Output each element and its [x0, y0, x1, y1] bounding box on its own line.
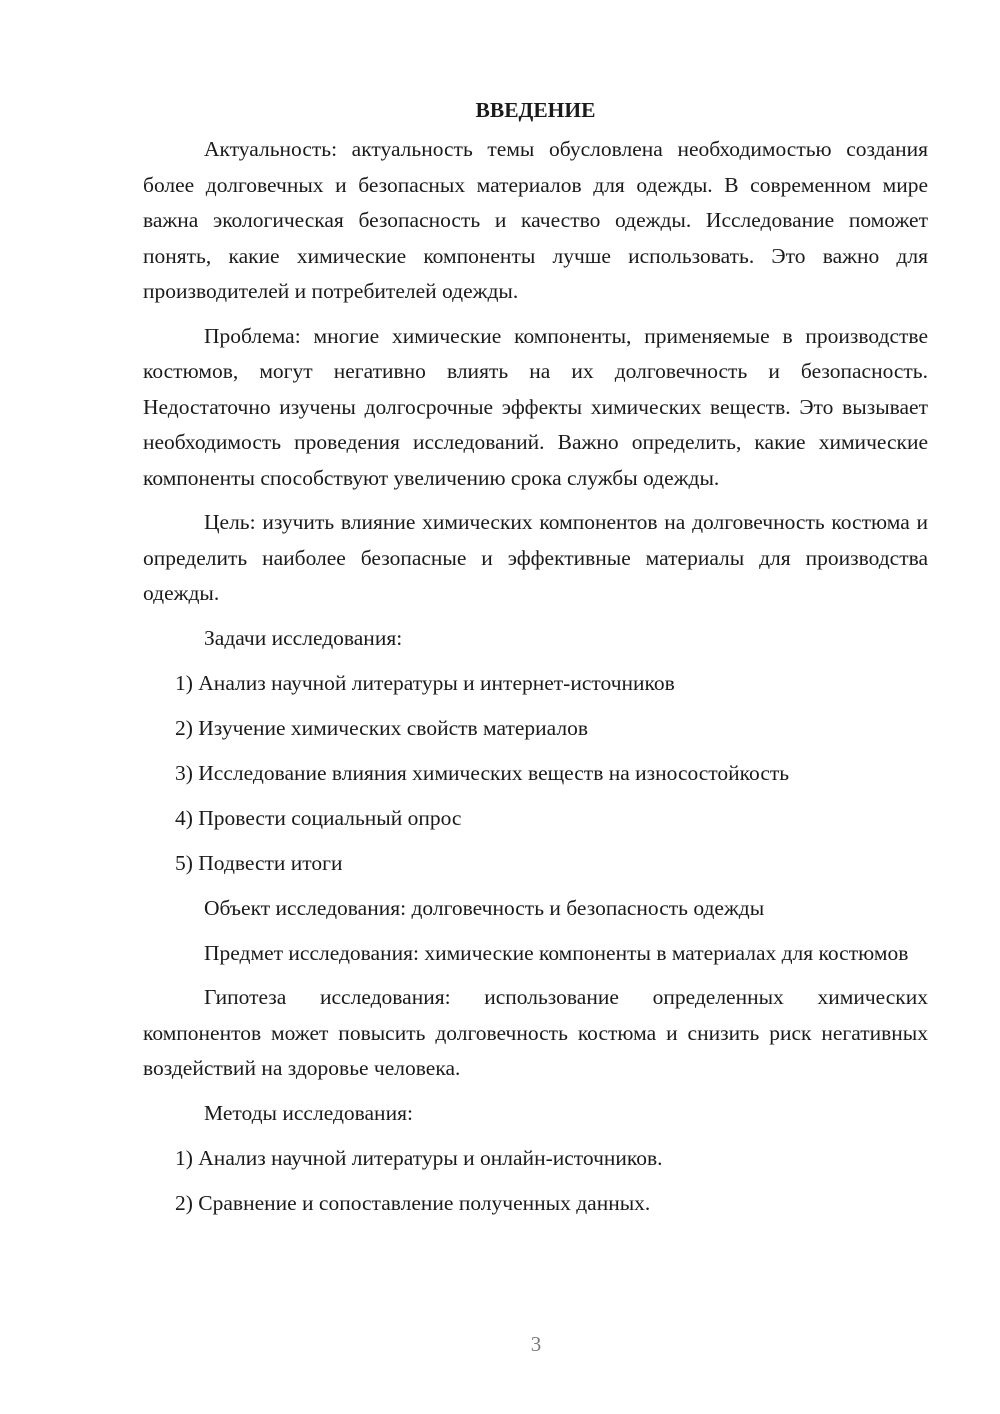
task-item: 5) Подвести итоги: [175, 850, 343, 875]
research-object: Объект исследования: долговечность и безопасность одежды: [204, 895, 765, 920]
tasks-heading: Задачи исследования:: [204, 625, 403, 650]
methods-heading: Методы исследования:: [204, 1100, 413, 1125]
section-title: ВВЕДЕНИЕ: [475, 98, 596, 122]
task-item: 3) Исследование влияния химических веществ на износостойкость: [175, 760, 790, 785]
task-item: 2) Изучение химических свойств материалов: [175, 715, 589, 740]
paragraph-goal: Цель: изучить влияние химических компонентов на долговечность костюма и определить наиболее безопасные и эффективные материалы для производства одежды.: [143, 510, 928, 605]
task-item: 1) Анализ научной литературы и интернет-источников: [175, 670, 675, 695]
document-page: [143, 88, 928, 1231]
method-item: 2) Сравнение и сопоставление полученных данных.: [175, 1190, 651, 1215]
method-item: 1) Анализ научной литературы и онлайн-источников.: [175, 1145, 663, 1170]
paragraph-relevance: Актуальность: актуальность темы обусловлена необходимостью создания более долговечных и безопасных материалов для одежды. В современном мире важна экологическая безопасность и качество одежды. Исследование поможет понять, какие химические компоненты лучше использовать. Это важно для производителей и потребителей одежды.: [143, 137, 928, 303]
research-subject: Предмет исследования: химические компоненты в материалах для костюмов: [204, 940, 909, 965]
task-item: 4) Провести социальный опрос: [175, 805, 462, 830]
research-hypothesis: Гипотеза исследования: использование определенных химических компонентов может повысить долговечность костюма и снизить риск негативных воздействий на здоровье человека.: [143, 985, 928, 1080]
page-number: 3: [530, 1332, 542, 1356]
paragraph-problem: Проблема: многие химические компоненты, применяемые в производстве костюмов, могут негативно влиять на их долговечность и безопасность. Недостаточно изучены долгосрочные эффекты химических веществ. Это вызывает необходимость проведения исследований. Важно определить, какие химические компоненты способствуют увеличению срока службы одежды.: [143, 323, 928, 490]
